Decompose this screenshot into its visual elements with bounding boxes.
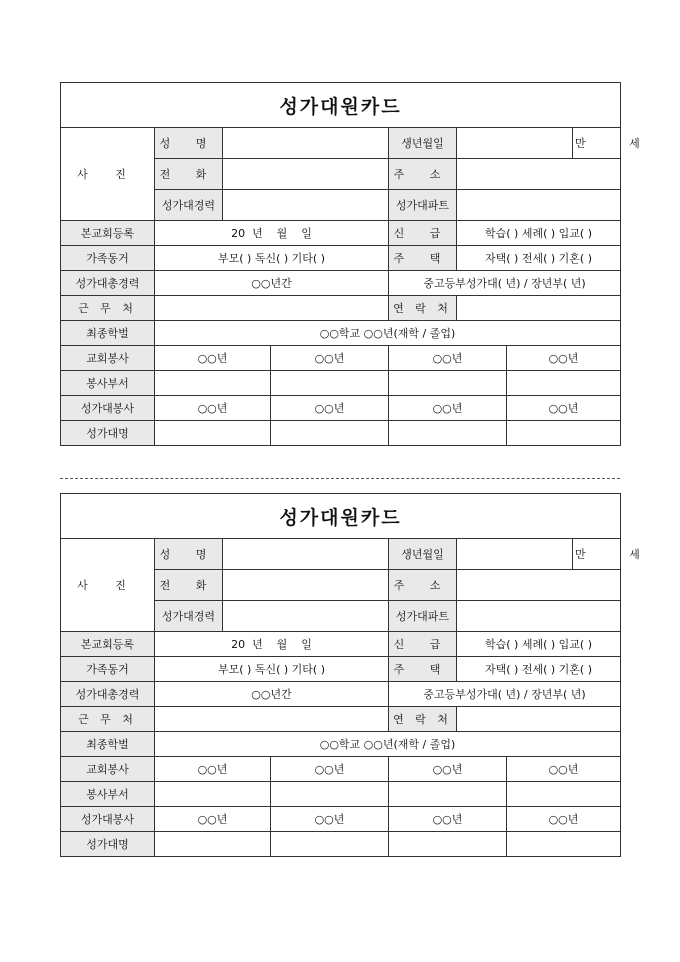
- choir-name-field[interactable]: [389, 421, 507, 446]
- church-service-label: 교회봉사: [61, 346, 155, 371]
- address-field[interactable]: [457, 570, 621, 601]
- education-field[interactable]: ○○학교 ○○년(재학 / 졸업): [155, 732, 621, 757]
- address-field[interactable]: [457, 159, 621, 190]
- choir-service-label: 성가대봉사: [61, 396, 155, 421]
- choir-member-card-table: [60, 82, 660, 446]
- service-dept-field[interactable]: [271, 371, 389, 396]
- choir-career-label: 성가대경력: [155, 190, 223, 221]
- church-service-year[interactable]: ○○년: [389, 346, 507, 371]
- phone-label: 전 화: [155, 159, 223, 190]
- total-career-label: 성가대총경력: [61, 682, 155, 707]
- choir-service-year[interactable]: ○○년: [155, 807, 271, 832]
- contact-label: 연 락 처: [389, 296, 457, 321]
- church-service-label: 교회봉사: [61, 757, 155, 782]
- registration-label: 본교회등록: [61, 221, 155, 246]
- choir-name-field[interactable]: [155, 832, 271, 857]
- choir-part-label: 성가대파트: [389, 190, 457, 221]
- service-dept-field[interactable]: [507, 371, 621, 396]
- faith-level-field[interactable]: 학습( ) 세례( ) 입교( ): [457, 632, 621, 657]
- church-service-year[interactable]: ○○년: [155, 757, 271, 782]
- family-label: 가족동거: [61, 246, 155, 271]
- church-service-year[interactable]: ○○년: [507, 346, 621, 371]
- choir-name-label: 성가대명: [61, 832, 155, 857]
- birthdate-field[interactable]: [457, 128, 573, 159]
- service-dept-field[interactable]: [155, 371, 271, 396]
- housing-field[interactable]: 자택( ) 전세( ) 기혼( ): [457, 657, 621, 682]
- service-dept-field[interactable]: [271, 782, 389, 807]
- total-career-field[interactable]: ○○년간: [155, 682, 389, 707]
- choir-name-field[interactable]: [271, 421, 389, 446]
- choir-name-field[interactable]: [507, 421, 621, 446]
- choir-service-label: 성가대봉사: [61, 807, 155, 832]
- age-field[interactable]: 만 세: [573, 128, 621, 159]
- choir-member-card-bottom: [60, 493, 660, 857]
- church-service-year[interactable]: ○○년: [389, 757, 507, 782]
- choir-part-label: 성가대파트: [389, 601, 457, 632]
- registration-field[interactable]: 20 년 월 일: [155, 632, 389, 657]
- choir-service-year[interactable]: ○○년: [507, 807, 621, 832]
- choir-member-card-top: [60, 82, 660, 446]
- phone-field[interactable]: [223, 570, 389, 601]
- school-choir-field[interactable]: 중고등부성가대( 년) / 장년부( 년): [389, 682, 621, 707]
- registration-field[interactable]: 20 년 월 일: [155, 221, 389, 246]
- name-label: 성 명: [155, 539, 223, 570]
- choir-name-field[interactable]: [507, 832, 621, 857]
- card-title: 성가대원카드: [61, 83, 621, 128]
- choir-service-year[interactable]: ○○년: [271, 396, 389, 421]
- education-label: 최종학벌: [61, 732, 155, 757]
- family-field[interactable]: 부모( ) 독신( ) 기타( ): [155, 657, 389, 682]
- choir-service-year[interactable]: ○○년: [507, 396, 621, 421]
- family-field[interactable]: 부모( ) 독신( ) 기타( ): [155, 246, 389, 271]
- faith-level-field[interactable]: 학습( ) 세례( ) 입교( ): [457, 221, 621, 246]
- service-dept-field[interactable]: [389, 782, 507, 807]
- choir-name-field[interactable]: [155, 421, 271, 446]
- contact-label: 연 락 처: [389, 707, 457, 732]
- service-dept-label: 봉사부서: [61, 371, 155, 396]
- name-label: 성 명: [155, 128, 223, 159]
- birthdate-label: 생년월일: [389, 128, 457, 159]
- church-service-year[interactable]: ○○년: [507, 757, 621, 782]
- workplace-label: 근 무 처: [61, 296, 155, 321]
- photo-box[interactable]: 사 진: [61, 539, 155, 632]
- contact-field[interactable]: [457, 296, 621, 321]
- birthdate-field[interactable]: [457, 539, 573, 570]
- birthdate-label: 생년월일: [389, 539, 457, 570]
- choir-name-field[interactable]: [271, 832, 389, 857]
- workplace-label: 근 무 처: [61, 707, 155, 732]
- housing-label: 주 택: [389, 246, 457, 271]
- housing-label: 주 택: [389, 657, 457, 682]
- service-dept-field[interactable]: [155, 782, 271, 807]
- address-label: 주 소: [389, 570, 457, 601]
- phone-field[interactable]: [223, 159, 389, 190]
- choir-name-field[interactable]: [389, 832, 507, 857]
- workplace-field[interactable]: [155, 707, 389, 732]
- choir-part-field[interactable]: [457, 190, 621, 221]
- choir-service-year[interactable]: ○○년: [155, 396, 271, 421]
- total-career-label: 성가대총경력: [61, 271, 155, 296]
- choir-service-year[interactable]: ○○년: [389, 396, 507, 421]
- address-label: 주 소: [389, 159, 457, 190]
- faith-level-label: 신 급: [389, 221, 457, 246]
- contact-field[interactable]: [457, 707, 621, 732]
- choir-part-field[interactable]: [457, 601, 621, 632]
- church-service-year[interactable]: ○○년: [155, 346, 271, 371]
- phone-label: 전 화: [155, 570, 223, 601]
- workplace-field[interactable]: [155, 296, 389, 321]
- choir-service-year[interactable]: ○○년: [389, 807, 507, 832]
- school-choir-field[interactable]: 중고등부성가대( 년) / 장년부( 년): [389, 271, 621, 296]
- name-field[interactable]: [223, 539, 389, 570]
- cut-line-divider: [60, 478, 620, 479]
- education-field[interactable]: ○○학교 ○○년(재학 / 졸업): [155, 321, 621, 346]
- card-title: 성가대원카드: [61, 494, 621, 539]
- education-label: 최종학벌: [61, 321, 155, 346]
- family-label: 가족동거: [61, 657, 155, 682]
- age-field[interactable]: 만 세: [573, 539, 621, 570]
- choir-career-label: 성가대경력: [155, 601, 223, 632]
- choir-name-label: 성가대명: [61, 421, 155, 446]
- choir-career-field[interactable]: [223, 190, 389, 221]
- choir-service-year[interactable]: ○○년: [271, 807, 389, 832]
- choir-career-field[interactable]: [223, 601, 389, 632]
- total-career-field[interactable]: ○○년간: [155, 271, 389, 296]
- housing-field[interactable]: 자택( ) 전세( ) 기혼( ): [457, 246, 621, 271]
- faith-level-label: 신 급: [389, 632, 457, 657]
- church-service-year[interactable]: ○○년: [271, 757, 389, 782]
- church-service-year[interactable]: ○○년: [271, 346, 389, 371]
- name-field[interactable]: [223, 128, 389, 159]
- service-dept-field[interactable]: [389, 371, 507, 396]
- service-dept-field[interactable]: [507, 782, 621, 807]
- choir-member-card-table: [60, 493, 660, 857]
- photo-box[interactable]: 사 진: [61, 128, 155, 221]
- registration-label: 본교회등록: [61, 632, 155, 657]
- service-dept-label: 봉사부서: [61, 782, 155, 807]
